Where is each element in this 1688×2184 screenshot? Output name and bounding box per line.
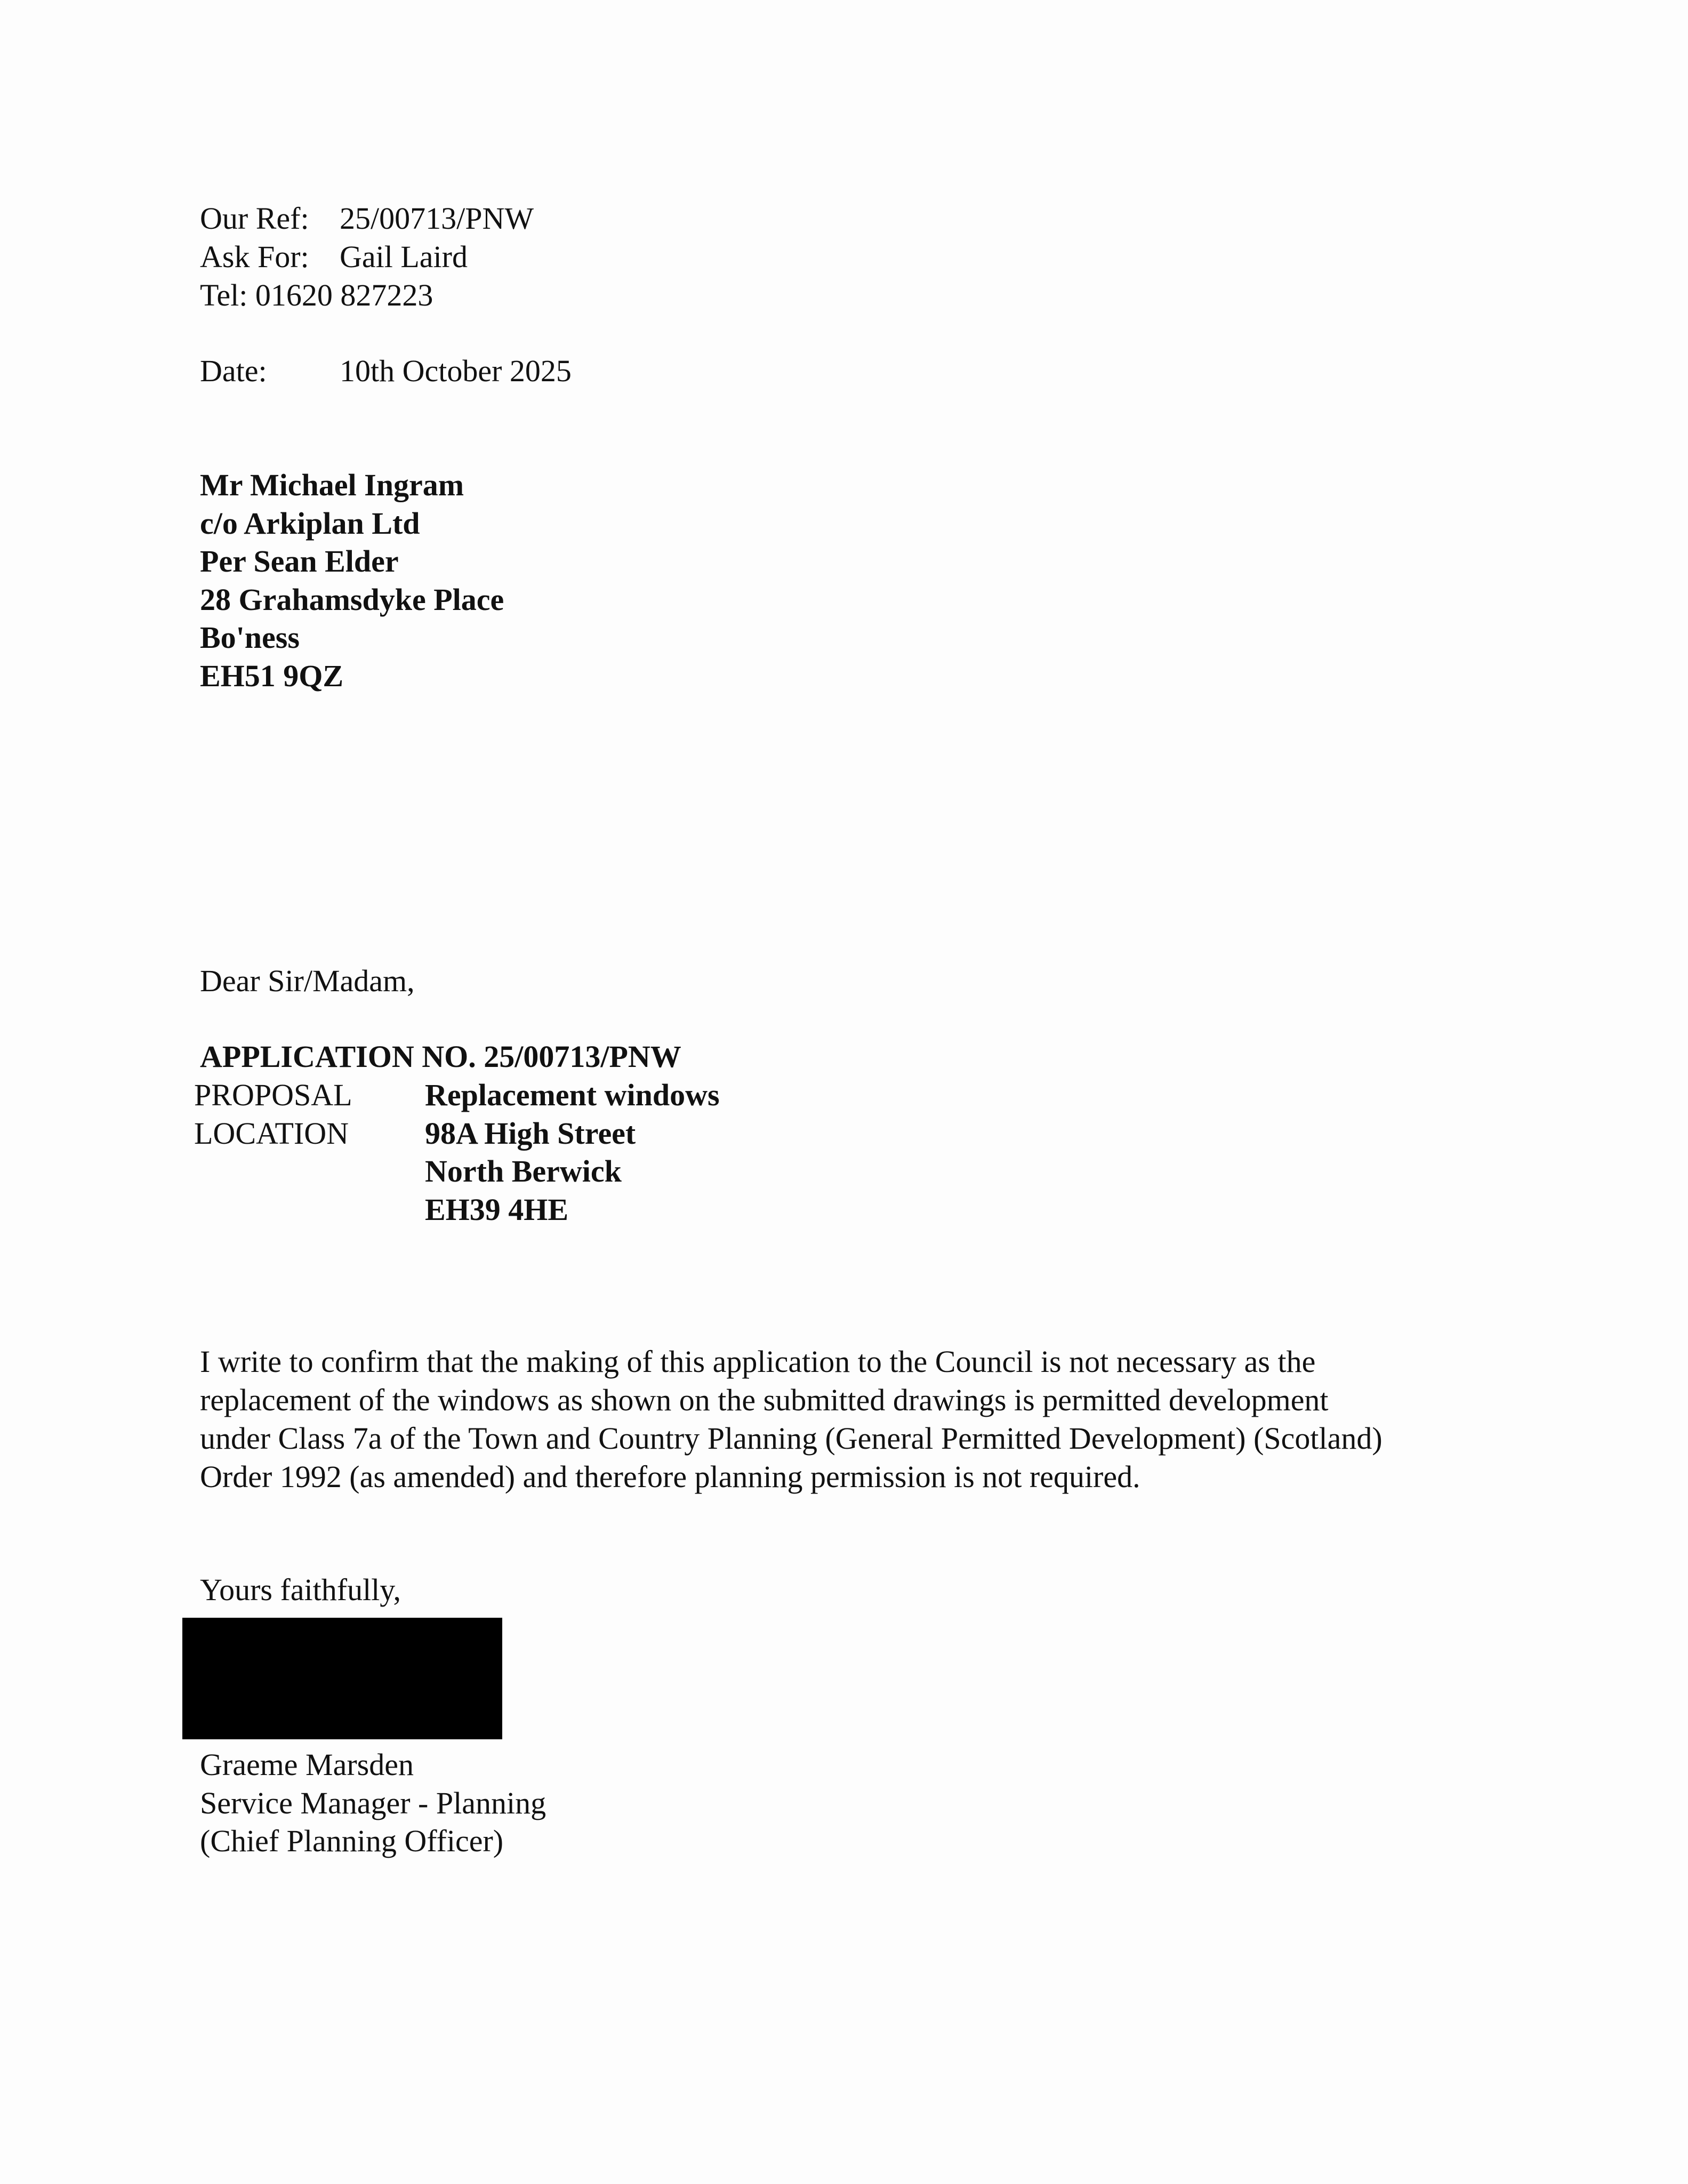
date-label: Date: [200,354,267,388]
body-line: replacement of the windows as shown on the submitted drawings is permitted development [200,1383,1329,1417]
recipient-line: 28 Grahamsdyke Place [200,582,504,617]
location-value: 98A High Street [425,1116,636,1151]
signatory-role: (Chief Planning Officer) [200,1824,504,1858]
our-ref-value: 25/00713/PNW [340,201,534,236]
date-value: 10th October 2025 [340,354,572,388]
signatory-title: Service Manager - Planning [200,1786,546,1820]
location-value: EH39 4HE [425,1192,569,1227]
body-line: Order 1992 (as amended) and therefore planning permission is not required. [200,1459,1140,1494]
proposal-value: Replacement windows [425,1078,720,1112]
ask-for-value: Gail Laird [340,239,468,274]
ask-for-label: Ask For: [200,239,309,274]
proposal-label: PROPOSAL [194,1078,352,1112]
our-ref-label: Our Ref: [200,201,309,236]
salutation: Dear Sir/Madam, [200,963,415,998]
body-line: under Class 7a of the Town and Country Planning (General Permitted Development) (Scotland) [200,1421,1382,1456]
recipient-postcode: EH51 9QZ [200,659,344,693]
body-line: I write to confirm that the making of this application to the Council is not necessary as the [200,1344,1316,1379]
recipient-line: Per Sean Elder [200,544,399,579]
recipient-name: Mr Michael Ingram [200,468,464,502]
body-paragraph [200,1343,1490,1496]
location-value: North Berwick [425,1154,622,1189]
recipient-line: c/o Arkiplan Ltd [200,506,420,541]
closing: Yours faithfully, [200,1572,401,1607]
recipient-line: Bo'ness [200,620,300,655]
signatory-name: Graeme Marsden [200,1747,414,1782]
application-title: APPLICATION NO. 25/00713/PNW [200,1039,681,1074]
tel-line: Tel: 01620 827223 [200,278,433,312]
location-label: LOCATION [194,1116,349,1151]
redacted-signature [182,1618,502,1739]
